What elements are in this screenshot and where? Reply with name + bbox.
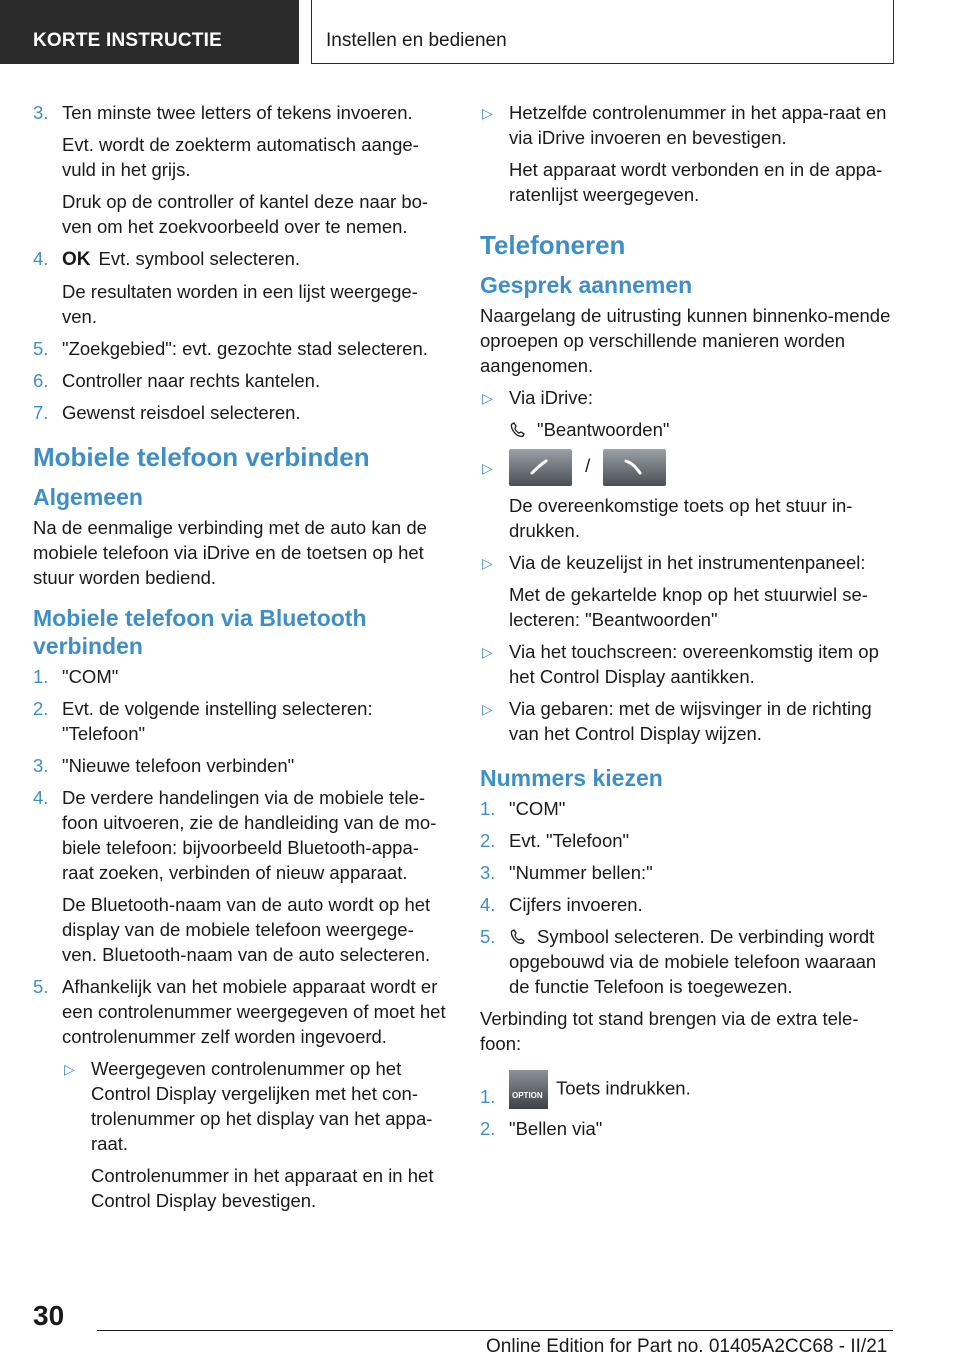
subsection-heading: Nummers kiezen (480, 765, 663, 791)
list-item: 4. OK Evt. symbool selecteren. De resultaten worden in een lijst weergege-ven. (33, 248, 418, 327)
paragraph: Verbinding tot stand brengen via de extra tele-foon: (480, 1008, 859, 1054)
subsection-heading: Gesprek aannemen (480, 272, 693, 298)
bullet-item: ▷ Via het touchscreen: overeenkomstig item op het Control Display aantikken. (482, 641, 879, 687)
triangle-bullet-icon: ▷ (482, 701, 493, 717)
list-item: 7. Gewenst reisdoel selecteren. (33, 402, 301, 423)
list-item: 2. Evt. de volgende instelling selecteren: "Telefoon" (33, 698, 373, 744)
list-item: 5. Symbool selecteren. De verbinding wordt opgebouwd via de mobiele telefoon waaraan de functie Telefoon is toegewezen. (480, 926, 877, 997)
list-item: 3. "Nieuwe telefoon verbinden" (33, 755, 295, 776)
list-item: 2. "Bellen via" (480, 1118, 603, 1139)
list-item: 5. "Zoekgebied": evt. gezochte stad selecteren. (33, 338, 428, 359)
triangle-bullet-icon: ▷ (482, 644, 493, 660)
list-item: 3. Ten minste twee letters of tekens invoeren. Evt. wordt de zoekterm automatisch aange-vuld in het grijs. Druk op de controller of kantel deze naar bo-ven om het zoekvoorbeeld over te nemen. (33, 100, 447, 239)
step-text: Druk op de controller of kantel deze naar bo-ven om het zoekvoorbeeld over te nemen. (62, 191, 429, 237)
section-heading: Mobiele telefoon verbinden (33, 442, 370, 472)
list-item: 1. OPTION Toets indrukken. (480, 1070, 895, 1109)
list-item: 2. Evt. "Telefoon" (480, 830, 630, 851)
end-call-button-icon (603, 449, 666, 486)
bullet-item: ▷ Via de keuzelijst in het instrumentenpaneel: Met de gekartelde knop op het stuurwiel se-lecteren: "Beantwoorden" (482, 552, 868, 630)
list-item: 1. "COM" (480, 798, 566, 819)
left-column (33, 100, 447, 1220)
chapter-tab (311, 0, 894, 64)
option-button-icon: OPTION (509, 1070, 548, 1109)
triangle-bullet-icon: ▷ (64, 1061, 75, 1077)
triangle-bullet-icon: ▷ (482, 390, 493, 406)
step-text: Ten minste twee letters of tekens invoeren. (62, 102, 413, 123)
right-column: ▷ Hetzelfde controlenummer in het appa-raat en via iDrive invoeren en bevestigen. Het apparaat wordt verbonden en in de appa-ratenlijst weergegeven. Telefoneren Gesprek aannemen Naargelang de uitrusting kunnen binnenko-mende oproepen op verschillende manieren worden aangenomen. ▷ Via iDrive: "Beantwoorden" ▷ / De overeenkomstige toets op het stuur in-drukken. ▷ Via de keuzelijst in het instrumentenpaneel: Met de gekartelde knop op het stuurwiel se-lecteren: "Beantwoorden" ▷ Via het touchscreen: overeenkomstig item op het Control Display aantikken. ▷ Via gebaren: met de wijsvinger in de richting van het Control Display wijzen. Nummers kiezen 1. "COM" 2. Evt. "Telefoon" 3. "Nummer bellen:" 4. Cijfers invoeren. 5. Symbool selecteren. De verbinding wordt opgebouwd via de mobiele telefoon waaraan de functie Telefoon is toegewezen. Verbinding tot stand brengen via de extra tele-foon: 1. OPTION Toets indrukken. 2. "Bellen via" (480, 100, 895, 1148)
list-item: 5. Afhankelijk van het mobiele apparaat wordt er een controlenummer weergegeven of moet het controlenummer zelf worden ingevoerd. ▷ Weergegeven controlenummer op het Control Display vergelijken met het con-trolenummer op het display van het appa-raat. Controlenummer in het apparaat en in het Control Display bevestigen. (33, 976, 446, 1211)
bullet-item: ▷ Weergegeven controlenummer op het Control Display vergelijken met het con-trolenummer op het display van het appa-raat. Controlenummer in het apparaat en in het Control Display bevestigen. (64, 1058, 434, 1211)
list-item: 3. "Nummer bellen:" (480, 862, 653, 883)
list-item: 1. "COM" (33, 666, 119, 687)
bullet-item: ▷ / De overeenkomstige toets op het stuur in-drukken. (480, 449, 895, 543)
accept-call-button-icon (509, 449, 572, 486)
subsection-heading: Mobiele telefoon via Bluetooth verbinden (33, 605, 367, 659)
phone-icon (509, 929, 529, 945)
triangle-bullet-icon: ▷ (482, 460, 493, 476)
section-title: KORTE INSTRUCTIE (33, 30, 222, 51)
list-item: 4. De verdere handelingen via de mobiele tele-foon uitvoeren, zie de handleiding van de mo-biele telefoon: bijvoorbeeld Bluetooth-appa-raat zoeken, verbinden of nieuw apparaat. De Bluetooth-naam van de auto wordt op het display van de mobiele telefoon weergege-ven. Bluetooth-naam van de auto selecteren. (33, 787, 437, 965)
subsection-heading: Algemeen (33, 484, 143, 510)
section-heading: Telefoneren (480, 230, 626, 260)
triangle-bullet-icon: ▷ (482, 555, 493, 571)
list-item: 4. Cijfers invoeren. (480, 894, 643, 915)
bullet-item: ▷ Hetzelfde controlenummer in het appa-raat en via iDrive invoeren en bevestigen. (482, 102, 887, 148)
footer-edition: Online Edition for Part no. 01405A2CC68 - II/21 (486, 1336, 888, 1357)
triangle-bullet-icon: ▷ (482, 105, 493, 121)
phone-icon (509, 422, 529, 438)
list-item: 6. Controller naar rechts kantelen. (33, 370, 321, 391)
paragraph: Naargelang de uitrusting kunnen binnenko-mende oproepen op verschillende manieren worden aangenomen. (480, 305, 891, 376)
bullet-item: ▷ Via iDrive: "Beantwoorden" (482, 387, 670, 440)
page-number: 30 (33, 1300, 65, 1331)
ok-icon: OK (62, 249, 91, 270)
bullet-item: ▷ Via gebaren: met de wijsvinger in de richting van het Control Display wijzen. (482, 698, 872, 744)
section-tab (0, 0, 299, 64)
step-text: Evt. wordt de zoekterm automatisch aange-vuld in het grijs. (62, 134, 419, 180)
paragraph: Na de eenmalige verbinding met de auto kan de mobiele telefoon via iDrive en de toetsen op het stuur worden bediend. (33, 517, 427, 588)
chapter-title: Instellen en bedienen (326, 30, 507, 51)
footer-divider (97, 1330, 893, 1331)
